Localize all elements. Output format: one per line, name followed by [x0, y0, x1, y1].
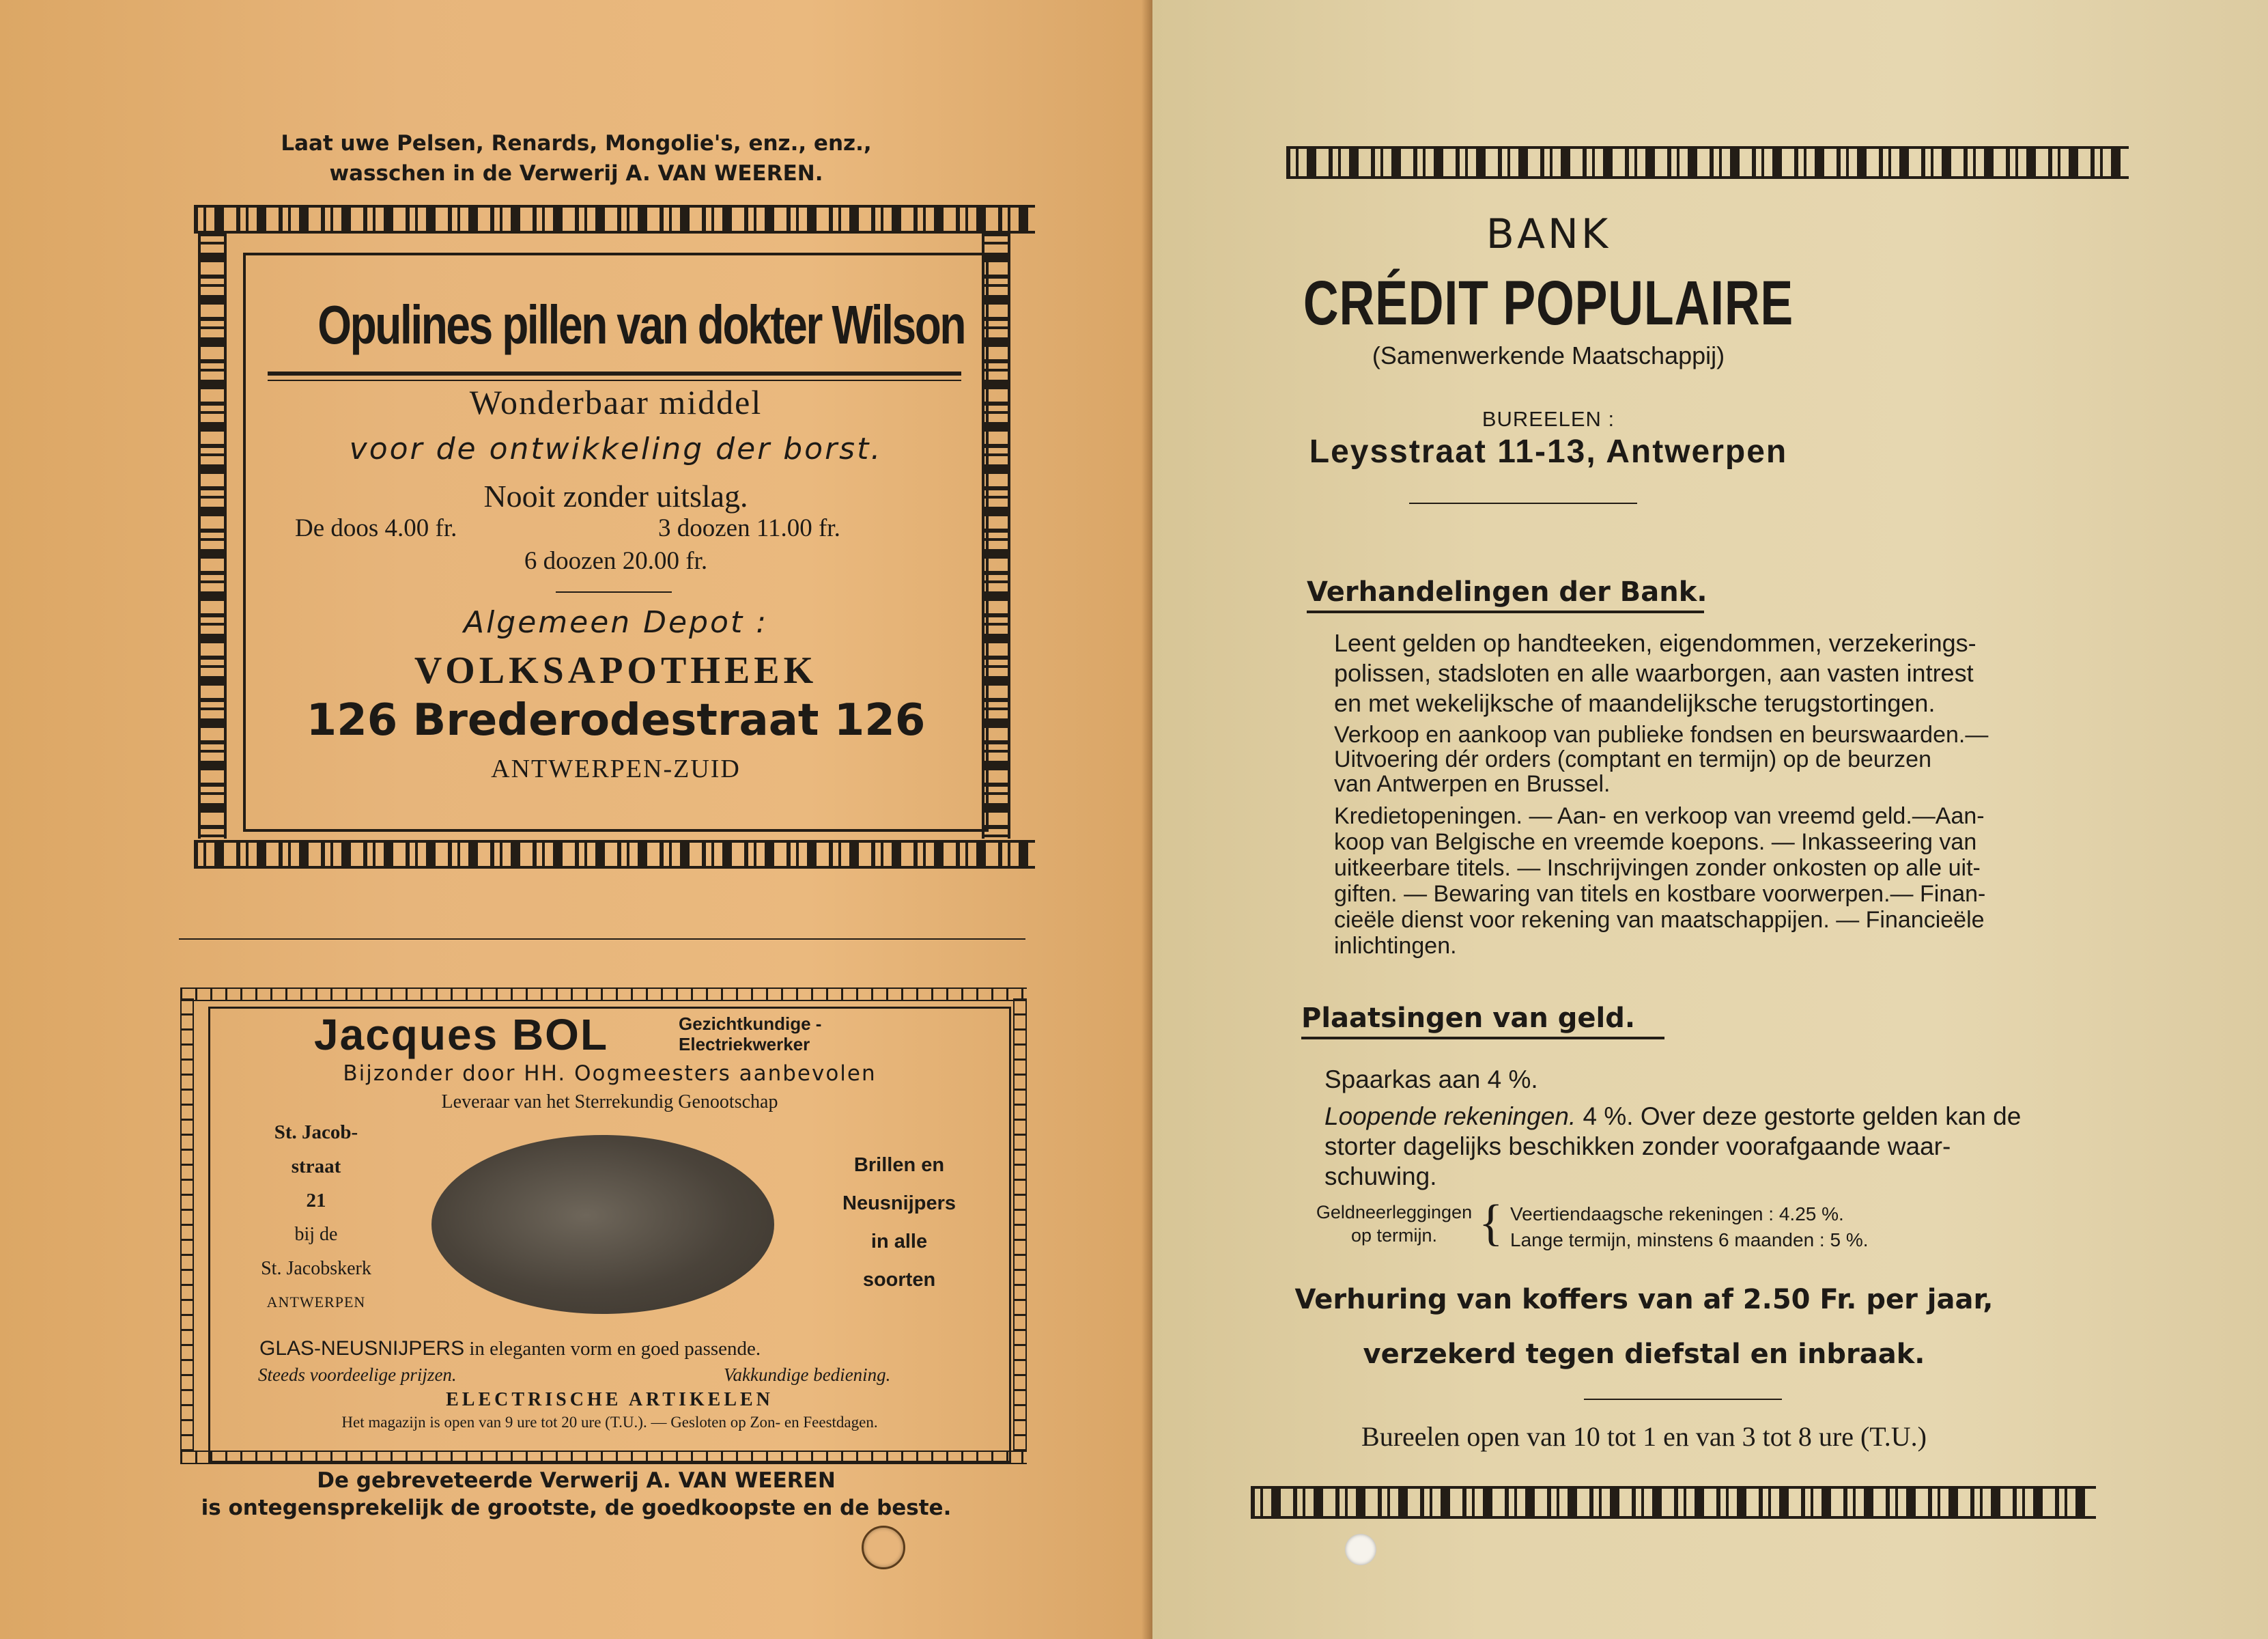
addr-6: ANTWERPEN: [266, 1293, 366, 1311]
opening-hours: Bureelen open van 10 tot 1 en van 3 tot 8 ure (T.U.): [1361, 1421, 1927, 1452]
paragraph-1: [1334, 628, 1976, 718]
section-verhandelingen: Verhandelingen der Bank.: [1307, 576, 1707, 608]
ad-line-2: voor de ontwikkeling der borst.: [349, 432, 883, 466]
addr-3: 21: [306, 1190, 326, 1211]
goods-4: soorten: [862, 1269, 936, 1291]
title-rule: [268, 372, 961, 376]
termijn-1: Veertiendaagsche rekeningen : 4.25 %.: [1510, 1203, 1844, 1224]
ornament-border-bottom: [194, 840, 1035, 869]
para1-line: polissen, stadsloten en alle waarborgen, aan vasten intrest: [1334, 659, 1974, 687]
loopende-line-2: storter dagelijks beschikken zonder voorafgaande waar-: [1324, 1132, 1951, 1160]
bank-address: Leysstraat 11-13, Antwerpen: [1309, 434, 1788, 470]
bank-name: CRÉDIT POPULAIRE: [1303, 268, 1794, 338]
koffers-line-2: verzekerd tegen diefstal en inbraak.: [1363, 1339, 1925, 1370]
top-line-2: wasschen in de Verwerij A. VAN WEEREN.: [329, 161, 823, 186]
bol-role-1: Gezichtkundige -: [679, 1013, 822, 1034]
para3-line: inlichtingen.: [1334, 933, 1457, 959]
para1-line: en met wekelijksche of maandelijksche terugstortingen.: [1334, 689, 1936, 717]
addr-1: St. Jacob-: [274, 1121, 358, 1143]
bol-role-2: Electriekwerker: [679, 1034, 810, 1054]
para2-line: Uitvoering dér orders (comptant en termijn) op de beurzen: [1334, 746, 1931, 772]
para1-line: Leent gelden op handteeken, eigendommen, verzekerings-: [1334, 629, 1976, 657]
paragraph-2: [1334, 723, 1988, 796]
spaarkas: Spaarkas aan 4 %.: [1324, 1065, 1538, 1093]
para2-line: van Antwerpen en Brussel.: [1334, 771, 1611, 797]
geld-label-2: op termijn.: [1350, 1225, 1438, 1246]
brace: {: [1479, 1195, 1503, 1251]
ad-title: Opulines pillen van dokter Wilson: [317, 294, 965, 355]
price-3: 6 doozen 20.00 fr.: [524, 547, 708, 575]
ornament-border-top: [180, 987, 1027, 1001]
ornament-border-top: [194, 205, 1035, 234]
depot-address: 126 Brederodestraat 126: [306, 695, 926, 746]
address-rule: [1409, 503, 1637, 504]
bank-label: BANK: [1486, 210, 1611, 258]
depot-name: VOLKSAPOTHEEK: [414, 649, 818, 692]
para3-line: koop van Belgische en vreemde koepons. — Inkasseering van: [1334, 829, 1977, 855]
para3-line: uitkeerbare titels. — Inschrijvingen zonder onkosten op alle uit-: [1334, 855, 1981, 881]
section-underline: [1307, 611, 1704, 613]
bank-subtitle: (Samenwerkende Maatschappij): [1372, 341, 1725, 369]
ornament-border-left: [198, 232, 227, 839]
section-plaatsingen: Plaatsingen van geld.: [1301, 1003, 1636, 1034]
bol-line-3-rest: in eleganten vorm en goed passende.: [469, 1338, 761, 1360]
para3-line: giften. — Bewaring van titels en kostbare voorwerpen.— Finan-: [1334, 881, 1986, 907]
bol-name: Jacques BOL: [314, 1010, 609, 1059]
goods-2: Neusnijpers: [842, 1192, 956, 1214]
price-2: 3 doozen 11.00 fr.: [658, 514, 840, 542]
divider: [556, 591, 672, 593]
loopende-rest: 4 %. Over deze gestorte gelden kan de: [1583, 1102, 2022, 1130]
ad-line-3: Nooit zonder uitslag.: [483, 479, 748, 514]
loopende-line-3: schuwing.: [1324, 1162, 1437, 1190]
para2-line: Verkoop en aankoop van publieke fondsen en beurswaarden.—: [1334, 722, 1989, 748]
bol-line-4a: Steeds voordeelige prijzen.: [258, 1364, 457, 1385]
ad-line-1: Wonderbaar middel: [469, 383, 763, 421]
punch-hole: [862, 1526, 905, 1569]
addr-4: bij de: [294, 1224, 338, 1245]
depot-label: Algemeen Depot :: [463, 605, 769, 640]
bol-line-4b: Vakkundige bediening.: [724, 1364, 891, 1385]
addr-2: straat: [291, 1155, 341, 1177]
goods-3: in alle: [870, 1231, 928, 1252]
ornament-border-right: [1013, 998, 1027, 1451]
ornament-border-left: [180, 998, 194, 1451]
bol-line-3: [259, 1337, 761, 1360]
price-1: De doos 4.00 fr.: [295, 514, 457, 542]
geld-label-1: Geldneerleggingen: [1316, 1202, 1473, 1222]
title-rule-thin: [268, 380, 961, 381]
ornament-band-bottom: [1251, 1486, 2096, 1519]
bol-line-5: ELECTRISCHE ARTIKELEN: [446, 1389, 774, 1410]
paragraph-3: [1334, 803, 1985, 959]
bol-line-3-bold: GLAS-NEUSNIJPERS: [259, 1337, 465, 1360]
bottom-line-2: is ontegensprekelijk de grootste, de goedkoopste en de beste.: [201, 1496, 952, 1520]
para3-line: Kredietopeningen. — Aan- en verkoop van vreemd geld.—Aan-: [1334, 803, 1985, 829]
hours-rule: [1584, 1399, 1782, 1400]
bottom-line-1: De gebreveteerde Verwerij A. VAN WEEREN: [317, 1468, 836, 1493]
lens-illustration: [431, 1135, 774, 1314]
bol-line-6: Het magazijn is open van 9 ure tot 20 ure (T.U.). — Gesloten op Zon- en Feestdagen.: [341, 1414, 878, 1431]
section-underline: [1301, 1037, 1664, 1039]
depot-city: ANTWERPEN-ZUID: [491, 755, 741, 783]
bol-line-1: Bijzonder door HH. Oogmeesters aanbevolen: [343, 1061, 877, 1086]
loopende-line-1: [1324, 1102, 2021, 1131]
bureelen-label: BUREELEN :: [1482, 407, 1615, 431]
loopende-italic: Loopende rekeningen.: [1324, 1102, 1576, 1130]
goods-1: Brillen en: [853, 1154, 945, 1176]
section-rule: [179, 938, 1025, 940]
top-line-1: Laat uwe Pelsen, Renards, Mongolie's, enz., enz.,: [281, 131, 872, 156]
right-page: [1152, 0, 2268, 1639]
termijn-2: Lange termijn, minstens 6 maanden : 5 %.: [1510, 1229, 1869, 1250]
punch-hole: [1345, 1534, 1376, 1565]
koffers-line-1: Verhuring van koffers van af 2.50 Fr. per jaar,: [1294, 1284, 1994, 1315]
bol-line-2: Leveraar van het Sterrekundig Genootschap: [441, 1091, 778, 1112]
ornament-band-top: [1286, 146, 2129, 179]
para3-line: cieële dienst voor rekening van maatschappijen. — Financieële: [1334, 907, 1985, 933]
addr-5: St. Jacobskerk: [261, 1258, 371, 1279]
